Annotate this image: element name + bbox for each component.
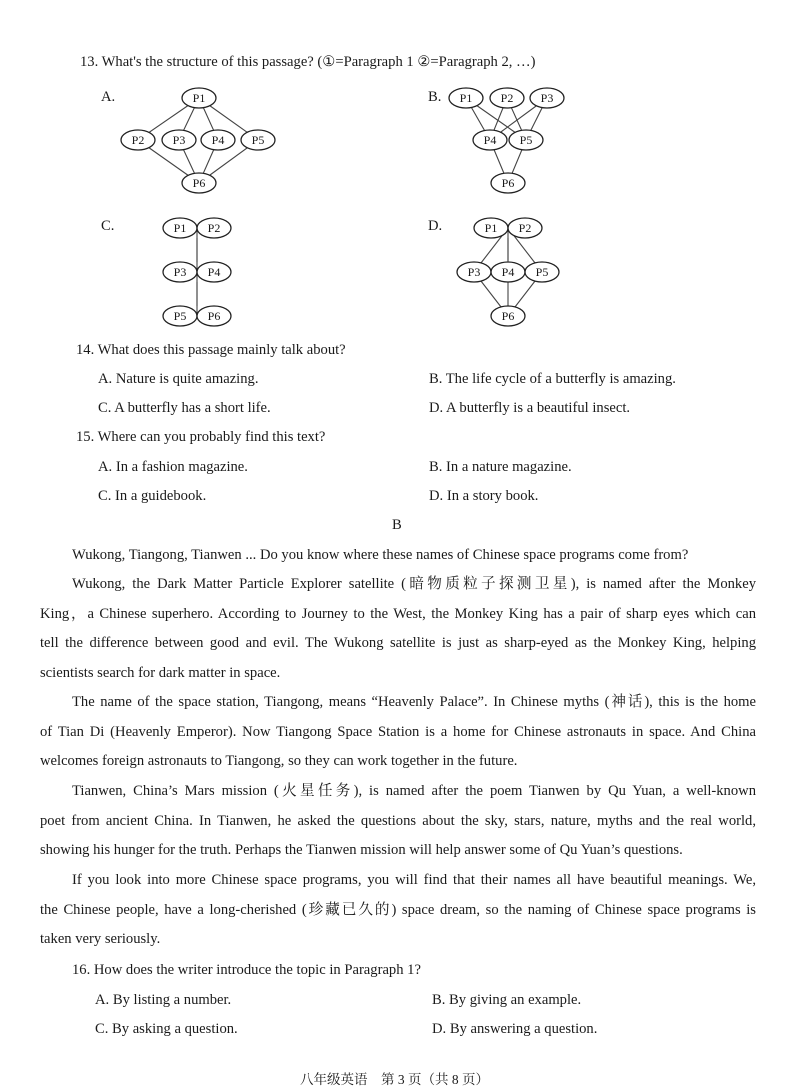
- q16-option-a[interactable]: A. By listing a number.: [95, 992, 232, 1008]
- diagram-b-label-p5: P5: [519, 133, 533, 147]
- passage-paragraph-4: [40, 777, 756, 866]
- diagram-a-label-p4: P4: [211, 133, 225, 147]
- diagram-b-label-p4: P4: [483, 133, 497, 147]
- diagram-b-label-p3: P3: [540, 91, 554, 105]
- q15-option-d[interactable]: D. In a story book.: [429, 488, 539, 504]
- diagram-a-label-p5: P5: [251, 133, 265, 147]
- passage-paragraph-3: [40, 688, 756, 777]
- passage-p4-line-1: Tianwen, China’s Mars mission (火星任务), is named after the poem Tianwen by Qu Yuan, a well-known: [72, 783, 756, 799]
- q13-stem: 13. What's the structure of this passage? (①=Paragraph 1 ②=Paragraph 2, …): [80, 54, 536, 70]
- diagram-c-label-p2: P2: [207, 221, 221, 235]
- diagram-d-label-p6: P6: [501, 309, 515, 323]
- passage-p2-line-1: Wukong, the Dark Matter Particle Explorer satellite (暗物质粒子探测卫星), is named after the Monkey: [72, 576, 756, 592]
- passage-p5-line-3: taken very seriously.: [40, 931, 161, 947]
- diagram-c-label-p6: P6: [207, 309, 221, 323]
- q15-option-a[interactable]: A. In a fashion magazine.: [98, 459, 248, 475]
- diagram-a-label-p2: P2: [131, 133, 145, 147]
- q16-option-b[interactable]: B. By giving an example.: [432, 992, 582, 1008]
- q14-stem: 14. What does this passage mainly talk about?: [76, 342, 346, 358]
- diagram-d-label-p3: P3: [467, 265, 481, 279]
- diagram-a-label-p6: P6: [192, 176, 206, 190]
- q16-option-d[interactable]: D. By answering a question.: [432, 1021, 598, 1037]
- diagram-d-label-p5: P5: [535, 265, 549, 279]
- diagram-c-label-p5: P5: [173, 309, 187, 323]
- diagram-c-label-p3: P3: [173, 265, 187, 279]
- diagram-c: [163, 218, 231, 326]
- section-b-heading: B: [392, 517, 402, 533]
- passage-p3-line-1: The name of the space station, Tiangong, means “Heavenly Palace”. In Chinese myths (神话), this is the home: [72, 694, 756, 710]
- diagram-c-label-p1: P1: [173, 221, 187, 235]
- passage-p1-line-1: Wukong, Tiangong, Tianwen ... Do you know where these names of Chinese space programs come from?: [72, 547, 689, 563]
- passage-paragraph-2: [40, 570, 756, 688]
- q13-option-b-letter: B.: [428, 89, 442, 105]
- diagram-d-label-p4: P4: [501, 265, 515, 279]
- diagram-b-label-p6: P6: [501, 176, 515, 190]
- passage-p5-line-2: the Chinese people, have a long-cherished (珍藏已久的) space dream, so the naming of Chinese space programs is: [40, 901, 756, 918]
- passage-p3-line-2: of Tian Di (Heavenly Emperor). Now Tiangong Space Station is a home for Chinese astronauts in space. And China: [40, 723, 756, 740]
- q13-option-d-letter: D.: [428, 218, 443, 234]
- diagram-b-label-p2: P2: [500, 91, 514, 105]
- diagram-a: [121, 88, 275, 193]
- diagram-d-label-p1: P1: [484, 221, 498, 235]
- q15-option-c[interactable]: C. In a guidebook.: [98, 488, 207, 504]
- q14-option-a[interactable]: A. Nature is quite amazing.: [98, 371, 259, 387]
- passage-p4-line-2: poet from ancient China. In Tianwen, he asked the questions about the sky, stars, nature, myths and the real world,: [40, 812, 756, 829]
- q15-stem: 15. Where can you probably find this text?: [76, 429, 326, 445]
- diagram-b: [449, 88, 564, 193]
- diagram-c-label-p4: P4: [207, 265, 221, 279]
- diagram-a-label-p1: P1: [192, 91, 206, 105]
- diagram-b-label-p1: P1: [459, 91, 473, 105]
- q16-option-c[interactable]: C. By asking a question.: [95, 1021, 238, 1037]
- q14-option-c[interactable]: C. A butterfly has a short life.: [98, 400, 271, 416]
- q13-option-c-letter: C.: [101, 218, 115, 234]
- passage-p2-line-3: tell the difference between good and evil. The Wukong satellite is just as sharp-eyed as the Monkey King, helping: [40, 635, 756, 651]
- passage-p2-line-4: scientists search for dark matter in space.: [40, 664, 281, 681]
- q13-option-a-letter: A.: [101, 89, 116, 105]
- passage-paragraph-5: [40, 866, 756, 955]
- q15-option-b[interactable]: B. In a nature magazine.: [429, 459, 572, 475]
- q13-structure-diagrams: [0, 0, 794, 340]
- diagram-a-label-p3: P3: [172, 133, 186, 147]
- passage-p3-line-3: welcomes foreign astronauts to Tiangong, so they can work together in the future.: [40, 753, 518, 769]
- q16-stem: 16. How does the writer introduce the topic in Paragraph 1?: [72, 962, 421, 978]
- passage-p2-line-2: King，a Chinese superhero. According to Journey to the West, the Monkey King has a pair of sharp eyes which can: [40, 605, 756, 622]
- page-footer: 八年级英语 第 3 页（共 8 页）: [300, 1072, 489, 1087]
- passage-paragraph-1: [72, 541, 756, 571]
- diagram-d: [457, 218, 559, 326]
- passage-p5-line-1: If you look into more Chinese space programs, you will find that their names all have beautiful meanings. We,: [72, 872, 756, 888]
- q14-option-d[interactable]: D. A butterfly is a beautiful insect.: [429, 400, 631, 416]
- passage-p4-line-3: showing his hunger for the truth. Perhaps the Tianwen mission will help answer some of Qu Yuan’s questions.: [40, 842, 683, 858]
- q14-option-b[interactable]: B. The life cycle of a butterfly is amazing.: [429, 371, 676, 387]
- diagram-d-label-p2: P2: [518, 221, 532, 235]
